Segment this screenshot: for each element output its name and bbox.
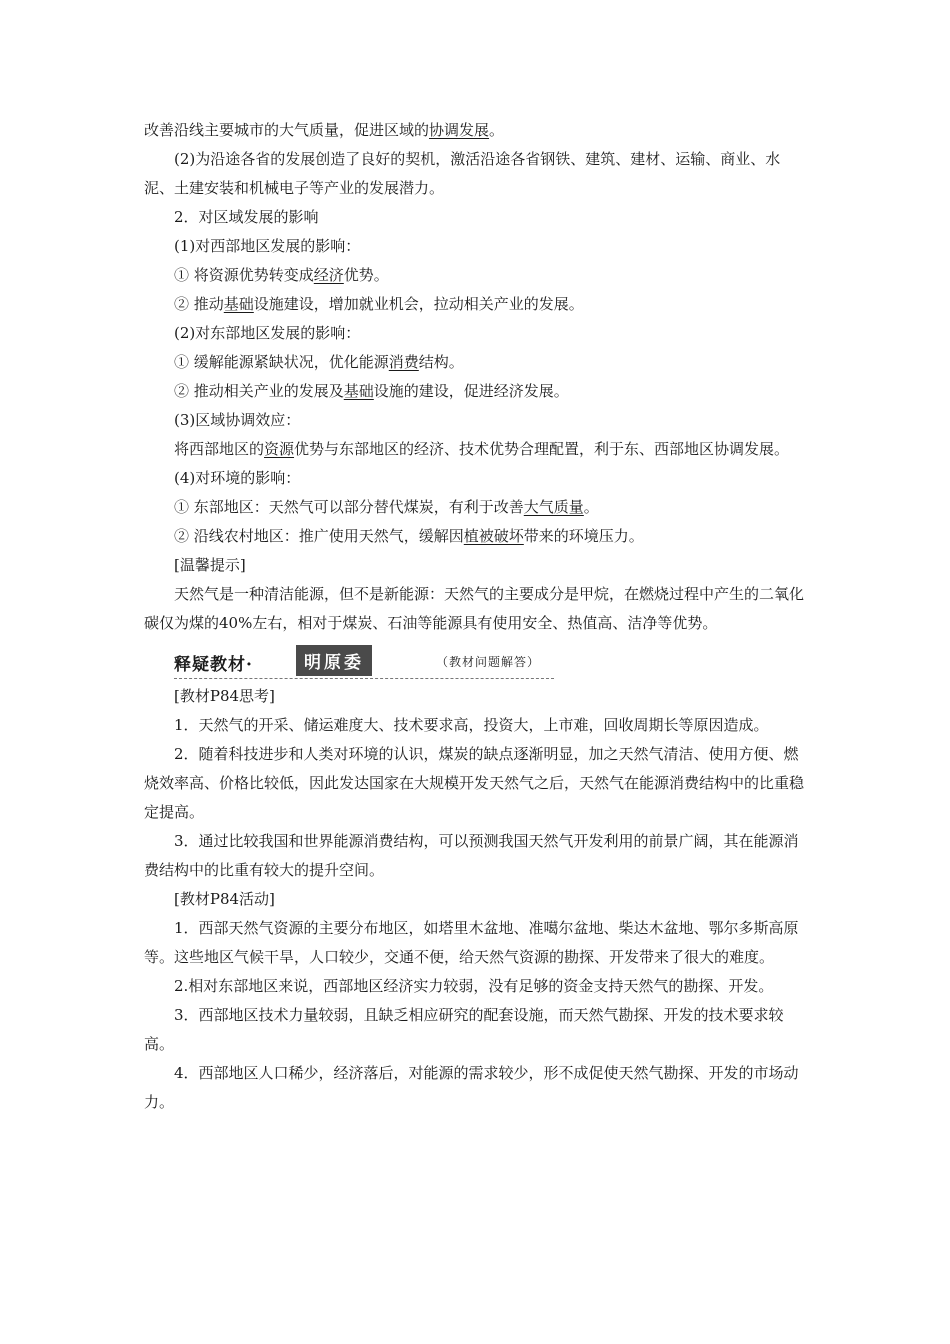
banner-highlight: 明原委 (296, 645, 372, 676)
answer-paragraph: 1．西部天然气资源的主要分布地区，如塔里木盆地、准噶尔盆地、柴达木盆地、鄂尔多斯高原等。这些地区气候干旱，人口较少，交通不便，给天然气资源的勘探、开发带来了很大的难度。 (144, 919, 799, 966)
subheading: (2)对东部地区发展的影响： (174, 324, 361, 342)
underlined-term: 基础 (343, 382, 374, 400)
tip-text: 天然气是一种清洁能源，但不是新能源：天然气的主要成分是甲烷，在燃烧过程中产生的二氧化碳仅为煤的40%左右，相对于煤炭、石油等能源具有使用安全、热值高、洁净等优势。 (144, 585, 805, 632)
answer-paragraph: 3．西部地区技术力量较弱，且缺乏相应研究的配套设施，而天然气勘探、开发的技术要求较高。 (144, 1006, 784, 1053)
subheading: [教材P84思考] (174, 687, 275, 705)
section-heading: 2．对区域发展的影响 (174, 208, 319, 226)
answer-paragraph: 2.相对东部地区来说，西部地区经济实力较弱，没有足够的资金支持天然气的勘探、开发。 (174, 977, 774, 995)
subheading: (1)对西部地区发展的影响： (174, 237, 361, 255)
section-banner (174, 644, 554, 682)
paragraph: (2)为沿途各省的发展创造了良好的契机，激活沿途各省钢铁、建筑、建材、运输、商业、水泥、土建安装和机械电子等产业的发展潜力。 (144, 150, 781, 197)
list-item: ① 东部地区：天然气可以部分替代煤炭，有利于改善大气质量。 (174, 498, 599, 516)
underlined-term: 大气质量 (523, 498, 584, 516)
subheading: [教材P84活动] (174, 890, 275, 908)
list-item: ① 将资源优势转变成经济优势。 (174, 266, 389, 284)
banner-title: 释疑教材· (174, 655, 253, 675)
dashed-divider (174, 678, 554, 679)
paragraph: 改善沿线主要城市的大气质量，促进区域的协调发展。 (144, 121, 505, 139)
underlined-term: 协调发展 (429, 121, 490, 139)
document-page (144, 116, 808, 1117)
underlined-term: 资源 (264, 440, 295, 458)
underlined-term: 消费 (388, 353, 419, 371)
underlined-term: 经济 (313, 266, 344, 284)
list-item: ② 推动相关产业的发展及基础设施的建设，促进经济发展。 (174, 382, 569, 400)
answer-paragraph: 3．通过比较我国和世界能源消费结构，可以预测我国天然气开发利用的前景广阔，其在能源消费结构中的比重有较大的提升空间。 (144, 832, 799, 879)
list-item: ② 推动基础设施建设，增加就业机会，拉动相关产业的发展。 (174, 295, 584, 313)
answer-paragraph: 2．随着科技进步和人类对环境的认识，煤炭的缺点逐渐明显，加之天然气清洁、使用方便、燃烧效率高、价格比较低，因此发达国家在大规模开发天然气之后，天然气在能源消费结构中的比重稳定提高。 (144, 745, 805, 821)
paragraph: 将西部地区的资源优势与东部地区的经济、技术优势合理配置，利于东、西部地区协调发展。 (174, 440, 790, 458)
banner-note: （教材问题解答） (436, 655, 541, 669)
subheading: (3)区域协调效应： (174, 411, 301, 429)
underlined-term: 基础 (223, 295, 254, 313)
answer-paragraph: 4．西部地区人口稀少，经济落后，对能源的需求较少，形不成促使天然气勘探、开发的市场动力。 (144, 1064, 799, 1111)
tip-heading: [温馨提示] (174, 556, 246, 574)
list-item: ① 缓解能源紧缺状况，优化能源消费结构。 (174, 353, 464, 371)
list-item: ② 沿线农村地区：推广使用天然气，缓解因植被破坏带来的环境压力。 (174, 527, 644, 545)
subheading: (4)对环境的影响： (174, 469, 301, 487)
answer-paragraph: 1．天然气的开采、储运难度大、技术要求高，投资大，上市难，回收周期长等原因造成。 (174, 716, 769, 734)
underlined-term: 植被破坏 (463, 527, 524, 545)
